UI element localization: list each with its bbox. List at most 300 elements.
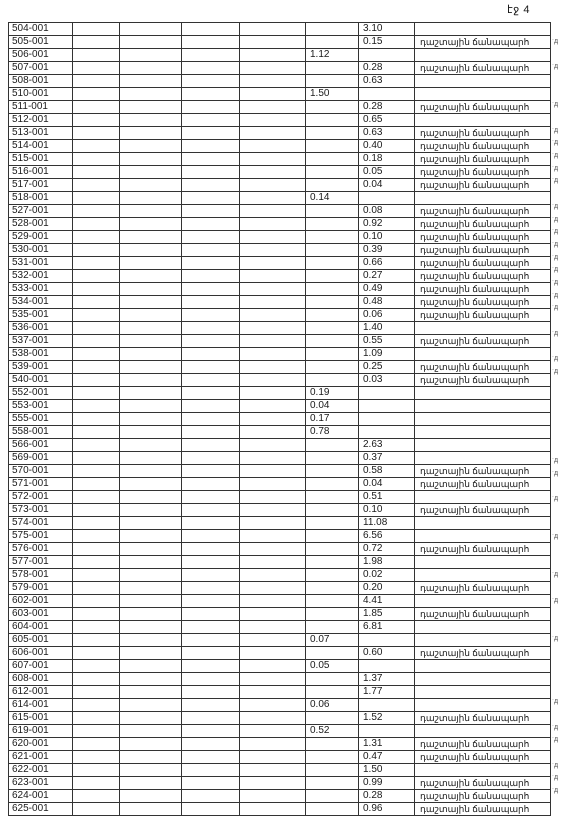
empty-cell	[120, 296, 182, 309]
margin-tick-mark: ˑд	[552, 215, 559, 223]
empty-cell	[182, 36, 240, 49]
area-a-cell	[306, 36, 359, 49]
table-row	[9, 478, 551, 491]
parcel-code-cell: 517-001	[9, 179, 73, 192]
empty-cell	[182, 88, 240, 101]
empty-cell	[120, 725, 182, 738]
parcel-code-cell: 605-001	[9, 634, 73, 647]
empty-cell	[73, 452, 120, 465]
empty-cell	[120, 608, 182, 621]
empty-cell	[73, 257, 120, 270]
empty-cell	[120, 790, 182, 803]
margin-tick-mark: ˑд	[552, 355, 559, 363]
land-use-cell	[415, 400, 551, 413]
empty-cell	[120, 283, 182, 296]
land-use-cell: դաշտային ճանապարհ	[415, 777, 551, 790]
empty-cell	[240, 283, 306, 296]
area-a-cell	[306, 309, 359, 322]
parcel-code-cell: 625-001	[9, 803, 73, 816]
margin-tick-mark: ˑд	[552, 101, 559, 109]
parcel-code-cell: 603-001	[9, 608, 73, 621]
empty-cell	[182, 686, 240, 699]
empty-cell	[240, 88, 306, 101]
area-a-cell: 1.50	[306, 88, 359, 101]
land-use-cell: դաշտային ճանապարհ	[415, 62, 551, 75]
area-b-cell: 0.58	[359, 465, 415, 478]
empty-cell	[73, 361, 120, 374]
parcel-code-cell: 577-001	[9, 556, 73, 569]
margin-tick-mark: ˑд	[552, 329, 559, 337]
empty-cell	[73, 348, 120, 361]
empty-cell	[240, 348, 306, 361]
table-row	[9, 153, 551, 166]
area-a-cell	[306, 75, 359, 88]
empty-cell	[73, 335, 120, 348]
land-use-cell	[415, 660, 551, 673]
parcel-code-cell: 566-001	[9, 439, 73, 452]
empty-cell	[240, 712, 306, 725]
area-b-cell: 0.15	[359, 36, 415, 49]
area-b-cell: 0.06	[359, 309, 415, 322]
empty-cell	[120, 439, 182, 452]
margin-tick-mark: ˑд	[552, 126, 559, 134]
area-a-cell	[306, 569, 359, 582]
empty-cell	[182, 803, 240, 816]
empty-cell	[73, 790, 120, 803]
empty-cell	[182, 140, 240, 153]
empty-cell	[240, 244, 306, 257]
table-row	[9, 751, 551, 764]
area-b-cell: 0.37	[359, 452, 415, 465]
table-row	[9, 556, 551, 569]
empty-cell	[120, 673, 182, 686]
parcel-code-cell: 529-001	[9, 231, 73, 244]
area-a-cell	[306, 478, 359, 491]
parcel-code-cell: 505-001	[9, 36, 73, 49]
area-b-cell: 0.63	[359, 127, 415, 140]
area-b-cell	[359, 634, 415, 647]
land-use-cell: դաշտային ճանապարհ	[415, 296, 551, 309]
empty-cell	[73, 205, 120, 218]
table-row	[9, 491, 551, 504]
empty-cell	[120, 764, 182, 777]
empty-cell	[73, 478, 120, 491]
margin-tick-mark: ˑд	[552, 469, 559, 477]
empty-cell	[240, 660, 306, 673]
empty-cell	[120, 400, 182, 413]
empty-cell	[120, 699, 182, 712]
parcel-code-cell: 555-001	[9, 413, 73, 426]
empty-cell	[73, 49, 120, 62]
area-a-cell	[306, 257, 359, 270]
parcel-code-cell: 540-001	[9, 374, 73, 387]
parcel-code-cell: 516-001	[9, 166, 73, 179]
table-row	[9, 725, 551, 738]
empty-cell	[240, 36, 306, 49]
empty-cell	[120, 543, 182, 556]
empty-cell	[73, 36, 120, 49]
area-a-cell	[306, 374, 359, 387]
empty-cell	[120, 387, 182, 400]
parcel-code-cell: 533-001	[9, 283, 73, 296]
area-a-cell	[306, 491, 359, 504]
area-b-cell: 6.56	[359, 530, 415, 543]
margin-tick-mark: ˑд	[552, 164, 559, 172]
empty-cell	[182, 634, 240, 647]
area-a-cell	[306, 140, 359, 153]
margin-tick-mark: ˑд	[552, 774, 559, 782]
table-row	[9, 673, 551, 686]
empty-cell	[240, 556, 306, 569]
land-use-cell: դաշտային ճանապարհ	[415, 244, 551, 257]
parcel-code-cell: 514-001	[9, 140, 73, 153]
area-a-cell	[306, 595, 359, 608]
parcel-code-cell: 504-001	[9, 23, 73, 36]
empty-cell	[120, 712, 182, 725]
empty-cell	[240, 23, 306, 36]
parcel-code-cell: 536-001	[9, 322, 73, 335]
table-row	[9, 608, 551, 621]
area-a-cell	[306, 790, 359, 803]
land-use-cell	[415, 387, 551, 400]
empty-cell	[182, 400, 240, 413]
area-b-cell	[359, 426, 415, 439]
empty-cell	[182, 439, 240, 452]
empty-cell	[73, 556, 120, 569]
empty-cell	[73, 309, 120, 322]
empty-cell	[73, 231, 120, 244]
land-use-cell	[415, 452, 551, 465]
empty-cell	[73, 296, 120, 309]
table-row	[9, 764, 551, 777]
empty-cell	[240, 595, 306, 608]
parcel-code-cell: 620-001	[9, 738, 73, 751]
empty-cell	[240, 686, 306, 699]
empty-cell	[73, 634, 120, 647]
empty-cell	[120, 738, 182, 751]
empty-cell	[120, 751, 182, 764]
parcel-code-cell: 534-001	[9, 296, 73, 309]
empty-cell	[182, 569, 240, 582]
empty-cell	[120, 62, 182, 75]
land-use-cell	[415, 634, 551, 647]
margin-tick-mark: ˑд	[552, 228, 559, 236]
empty-cell	[120, 452, 182, 465]
empty-cell	[240, 725, 306, 738]
empty-cell	[73, 88, 120, 101]
empty-cell	[120, 192, 182, 205]
empty-cell	[240, 764, 306, 777]
parcel-code-cell: 574-001	[9, 517, 73, 530]
area-b-cell: 1.52	[359, 712, 415, 725]
empty-cell	[120, 244, 182, 257]
area-a-cell	[306, 244, 359, 257]
empty-cell	[240, 634, 306, 647]
area-b-cell: 0.55	[359, 335, 415, 348]
table-row	[9, 140, 551, 153]
table-row	[9, 270, 551, 283]
empty-cell	[73, 387, 120, 400]
empty-cell	[240, 62, 306, 75]
empty-cell	[73, 673, 120, 686]
empty-cell	[182, 608, 240, 621]
table-row	[9, 647, 551, 660]
area-a-cell	[306, 647, 359, 660]
area-a-cell	[306, 348, 359, 361]
empty-cell	[120, 335, 182, 348]
table-row	[9, 439, 551, 452]
parcel-code-cell: 604-001	[9, 621, 73, 634]
empty-cell	[182, 101, 240, 114]
area-a-cell: 0.52	[306, 725, 359, 738]
empty-cell	[120, 257, 182, 270]
empty-cell	[182, 374, 240, 387]
empty-cell	[120, 49, 182, 62]
empty-cell	[120, 556, 182, 569]
empty-cell	[120, 374, 182, 387]
area-a-cell	[306, 452, 359, 465]
area-b-cell: 1.98	[359, 556, 415, 569]
empty-cell	[73, 777, 120, 790]
land-use-cell: դաշտային ճանապարհ	[415, 127, 551, 140]
empty-cell	[240, 114, 306, 127]
empty-cell	[120, 322, 182, 335]
area-b-cell	[359, 660, 415, 673]
empty-cell	[182, 582, 240, 595]
empty-cell	[182, 218, 240, 231]
land-use-cell: դաշտային ճանապարհ	[415, 803, 551, 816]
land-use-cell: դաշտային ճանապարհ	[415, 504, 551, 517]
empty-cell	[120, 75, 182, 88]
area-a-cell	[306, 673, 359, 686]
area-b-cell: 0.04	[359, 179, 415, 192]
empty-cell	[240, 400, 306, 413]
empty-cell	[182, 699, 240, 712]
area-a-cell	[306, 101, 359, 114]
empty-cell	[120, 465, 182, 478]
empty-cell	[182, 764, 240, 777]
land-use-cell: դաշտային ճանապարհ	[415, 361, 551, 374]
parcel-code-cell: 537-001	[9, 335, 73, 348]
empty-cell	[182, 283, 240, 296]
area-b-cell	[359, 413, 415, 426]
empty-cell	[73, 660, 120, 673]
empty-cell	[240, 387, 306, 400]
land-use-cell: դաշտային ճանապարհ	[415, 465, 551, 478]
margin-tick-mark: ˑд	[552, 63, 559, 71]
empty-cell	[182, 23, 240, 36]
area-a-cell: 1.12	[306, 49, 359, 62]
empty-cell	[182, 543, 240, 556]
empty-cell	[240, 361, 306, 374]
table-row	[9, 803, 551, 816]
area-a-cell: 0.14	[306, 192, 359, 205]
empty-cell	[240, 426, 306, 439]
empty-cell	[182, 517, 240, 530]
empty-cell	[73, 426, 120, 439]
table-row	[9, 517, 551, 530]
table-row	[9, 62, 551, 75]
parcel-code-cell: 607-001	[9, 660, 73, 673]
table-row	[9, 361, 551, 374]
parcel-code-cell: 608-001	[9, 673, 73, 686]
parcel-code-cell: 570-001	[9, 465, 73, 478]
empty-cell	[120, 36, 182, 49]
land-use-cell	[415, 23, 551, 36]
empty-cell	[73, 751, 120, 764]
area-b-cell: 0.25	[359, 361, 415, 374]
area-a-cell	[306, 270, 359, 283]
empty-cell	[73, 62, 120, 75]
empty-cell	[182, 465, 240, 478]
empty-cell	[240, 452, 306, 465]
table-row	[9, 322, 551, 335]
empty-cell	[182, 127, 240, 140]
area-a-cell: 0.19	[306, 387, 359, 400]
table-row	[9, 205, 551, 218]
parcel-code-cell: 621-001	[9, 751, 73, 764]
margin-tick-mark: ˑд	[552, 152, 559, 159]
parcel-code-cell: 538-001	[9, 348, 73, 361]
empty-cell	[120, 504, 182, 517]
area-b-cell: 0.40	[359, 140, 415, 153]
land-use-cell: դաշտային ճանապարհ	[415, 231, 551, 244]
margin-tick-mark: ˑд	[552, 139, 559, 147]
table-row	[9, 621, 551, 634]
empty-cell	[73, 582, 120, 595]
empty-cell	[240, 530, 306, 543]
area-a-cell	[306, 764, 359, 777]
table-row	[9, 36, 551, 49]
area-b-cell: 0.10	[359, 231, 415, 244]
empty-cell	[182, 660, 240, 673]
empty-cell	[240, 75, 306, 88]
parcel-code-cell: 606-001	[9, 647, 73, 660]
area-a-cell	[306, 361, 359, 374]
empty-cell	[73, 127, 120, 140]
margin-tick-mark: ˑд	[552, 698, 559, 706]
empty-cell	[182, 309, 240, 322]
empty-cell	[240, 803, 306, 816]
empty-cell	[73, 166, 120, 179]
area-b-cell: 0.39	[359, 244, 415, 257]
table-row	[9, 452, 551, 465]
area-a-cell	[306, 777, 359, 790]
table-row	[9, 244, 551, 257]
empty-cell	[240, 777, 306, 790]
empty-cell	[73, 764, 120, 777]
area-a-cell	[306, 751, 359, 764]
empty-cell	[120, 686, 182, 699]
land-use-cell: դաշտային ճանապարհ	[415, 101, 551, 114]
area-b-cell: 0.60	[359, 647, 415, 660]
table-row	[9, 179, 551, 192]
empty-cell	[182, 231, 240, 244]
land-use-cell	[415, 439, 551, 452]
land-use-cell: դաշտային ճանապարհ	[415, 543, 551, 556]
area-a-cell	[306, 608, 359, 621]
empty-cell	[73, 517, 120, 530]
land-use-cell	[415, 413, 551, 426]
empty-cell	[120, 140, 182, 153]
empty-cell	[182, 452, 240, 465]
area-a-cell	[306, 686, 359, 699]
empty-cell	[73, 647, 120, 660]
empty-cell	[73, 75, 120, 88]
table-row	[9, 374, 551, 387]
area-a-cell: 0.17	[306, 413, 359, 426]
area-a-cell: 0.78	[306, 426, 359, 439]
parcel-code-cell: 558-001	[9, 426, 73, 439]
empty-cell	[182, 777, 240, 790]
parcel-code-cell: 530-001	[9, 244, 73, 257]
empty-cell	[182, 49, 240, 62]
area-b-cell: 0.28	[359, 790, 415, 803]
empty-cell	[240, 309, 306, 322]
table-body	[9, 23, 551, 816]
land-use-cell	[415, 556, 551, 569]
empty-cell	[240, 608, 306, 621]
empty-cell	[240, 270, 306, 283]
area-b-cell: 0.65	[359, 114, 415, 127]
table-row	[9, 114, 551, 127]
margin-tick-mark: ˑд	[552, 291, 559, 299]
area-b-cell	[359, 88, 415, 101]
empty-cell	[182, 153, 240, 166]
land-use-cell: դաշտային ճանապարհ	[415, 153, 551, 166]
empty-cell	[182, 621, 240, 634]
empty-cell	[120, 621, 182, 634]
empty-cell	[73, 686, 120, 699]
margin-tick-mark: ˑд	[552, 787, 559, 794]
area-b-cell	[359, 400, 415, 413]
empty-cell	[240, 153, 306, 166]
area-b-cell: 1.40	[359, 322, 415, 335]
margin-tick-mark: ˑд	[552, 177, 559, 185]
table-row	[9, 738, 551, 751]
area-b-cell: 0.51	[359, 491, 415, 504]
empty-cell	[182, 530, 240, 543]
page-header	[0, 0, 568, 22]
land-use-cell: դաշտային ճանապարհ	[415, 218, 551, 231]
empty-cell	[73, 465, 120, 478]
empty-cell	[240, 673, 306, 686]
land-use-cell: դաշտային ճանապարհ	[415, 790, 551, 803]
empty-cell	[120, 582, 182, 595]
empty-cell	[120, 127, 182, 140]
empty-cell	[240, 439, 306, 452]
empty-cell	[240, 582, 306, 595]
land-parcel-table	[8, 22, 551, 816]
parcel-code-cell: 623-001	[9, 777, 73, 790]
area-b-cell: 1.77	[359, 686, 415, 699]
table-row	[9, 634, 551, 647]
parcel-code-cell: 622-001	[9, 764, 73, 777]
table-row	[9, 400, 551, 413]
empty-cell	[120, 426, 182, 439]
empty-cell	[73, 140, 120, 153]
land-use-cell: դաշտային ճանապարհ	[415, 608, 551, 621]
margin-tick-mark: ˑд	[552, 533, 559, 540]
parcel-code-cell: 507-001	[9, 62, 73, 75]
parcel-code-cell: 552-001	[9, 387, 73, 400]
empty-cell	[182, 205, 240, 218]
land-use-cell	[415, 49, 551, 62]
empty-cell	[120, 647, 182, 660]
area-a-cell	[306, 153, 359, 166]
empty-cell	[73, 530, 120, 543]
land-use-cell	[415, 88, 551, 101]
